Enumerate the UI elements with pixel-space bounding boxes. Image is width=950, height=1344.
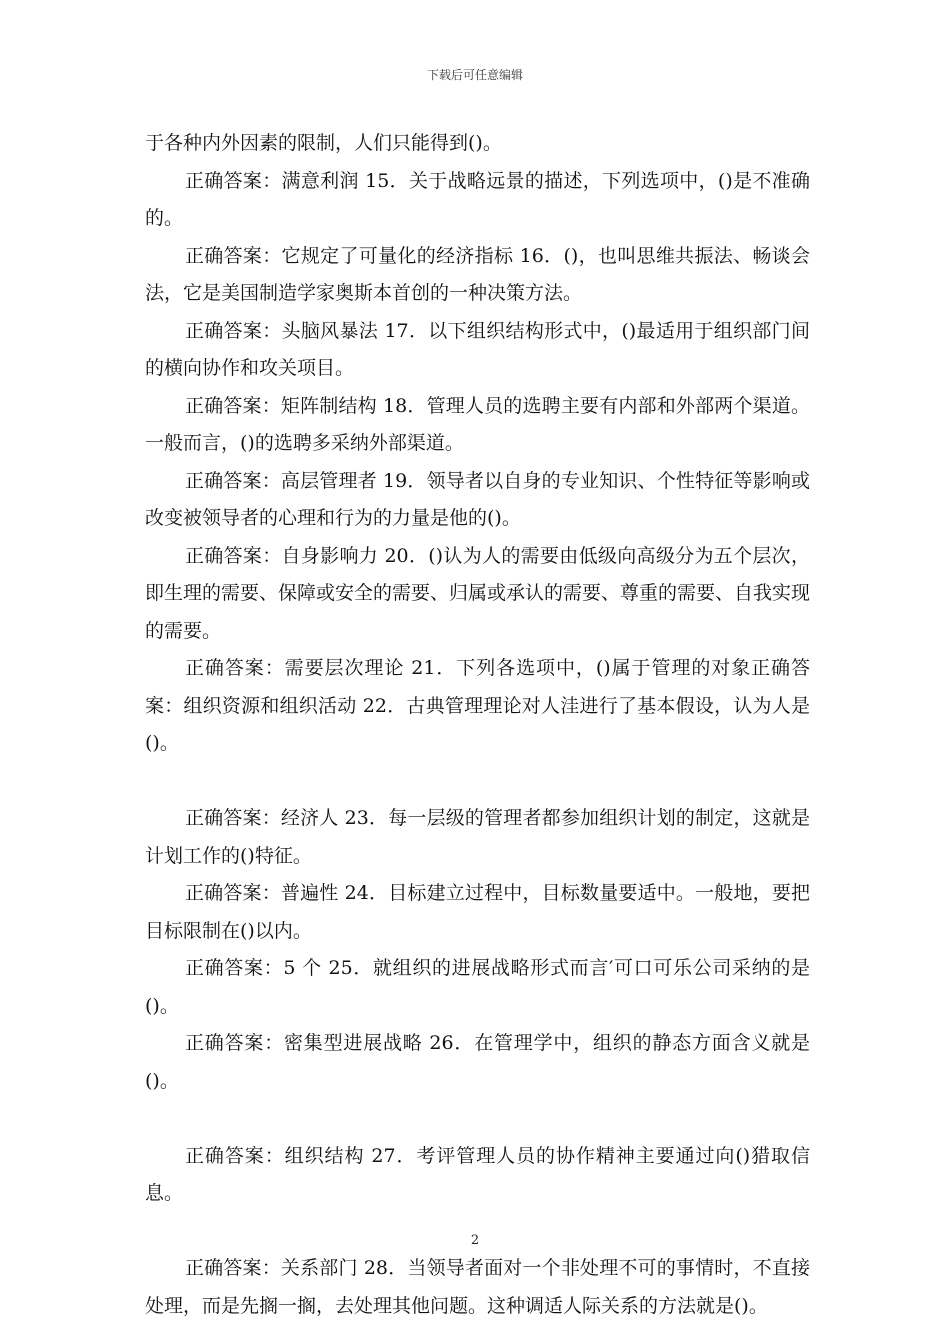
blank-line — [145, 763, 810, 801]
paragraph: 正确答案：密集型进展战略 26．在管理学中，组织的静态方面含义就是()。 — [145, 1032, 810, 1092]
blank-line — [145, 1100, 810, 1138]
paragraph: 正确答案：头脑风暴法 17．以下组织结构形式中，()最适用于组织部门间的横向协作和攻关项目。 — [145, 319, 810, 379]
document-body — [145, 125, 810, 1325]
paragraph: 正确答案：经济人 23．每一层级的管理者都参加组织计划的制定，这就是计划工作的()特征。 — [145, 807, 810, 867]
page-header: 下载后可任意编辑 — [426, 68, 523, 82]
paragraph: 正确答案：满意利润 15．关于战略远景的描述，下列选项中，()是不准确的。 — [145, 169, 810, 229]
paragraph: 正确答案：它规定了可量化的经济指标 16．()，也叫思维共振法、畅谈会法，它是美国制造学家奥斯本首创的一种决策方法。 — [145, 244, 810, 304]
paragraph: 正确答案：矩阵制结构 18．管理人员的选聘主要有内部和外部两个渠道。一般而言，()的选聘多采纳外部渠道。 — [145, 394, 810, 454]
paragraph: 正确答案：关系部门 28．当领导者面对一个非处理不可的事情时，不直接处理，而是先搁一搁，去处理其他问题。这种调适人际关系的方法就是()。 — [145, 1257, 810, 1317]
paragraph: 正确答案：自身影响力 20．()认为人的需要由低级向高级分为五个层次，即生理的需要、保障或安全的需要、归属或承认的需要、尊重的需要、自我实现的需要。 — [145, 544, 811, 642]
paragraph: 正确答案：需要层次理论 21．下列各选项中，()属于管理的对象正确答案：组织资源和组织活动 22．古典管理理论对人洼进行了基本假设，认为人是()。 — [145, 657, 810, 754]
paragraph: 于各种内外因素的限制，人们只能得到()。 — [145, 132, 502, 154]
paragraph: 正确答案：高层管理者 19．领导者以自身的专业知识、个性特征等影响或改变被领导者的心理和行为的力量是他的()。 — [145, 469, 810, 529]
paragraph: 正确答案：普遍性 24．目标建立过程中，目标数量要适中。一般地，要把目标限制在()以内。 — [145, 882, 810, 942]
paragraph: 正确答案：5 个 25．就组织的进展战略形式而言′可口可乐公司采纳的是()。 — [145, 957, 810, 1017]
page-number: 2 — [470, 1233, 480, 1248]
paragraph: 正确答案：组织结构 27．考评管理人员的协作精神主要通过向()猎取信息。 — [145, 1144, 810, 1204]
